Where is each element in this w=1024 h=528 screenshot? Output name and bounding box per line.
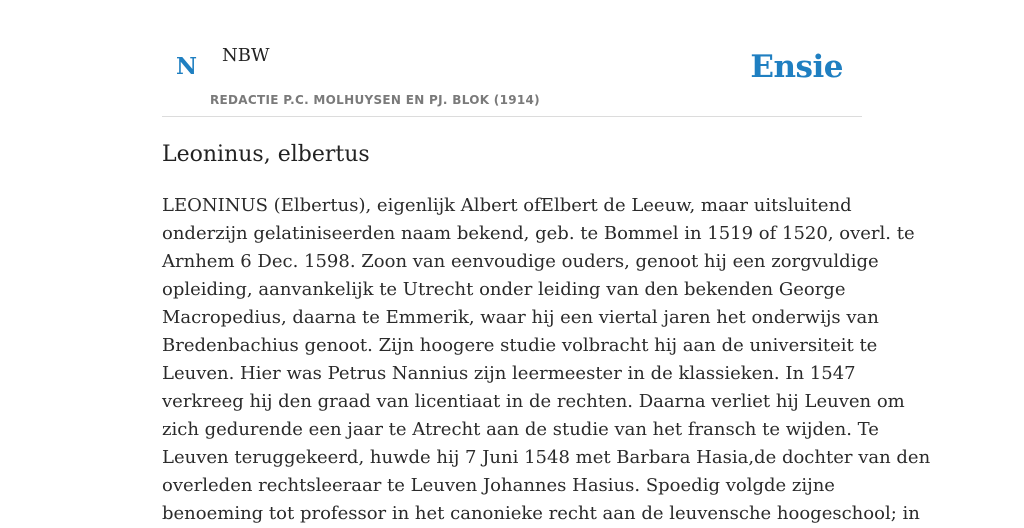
header [162, 0, 862, 117]
article-title: Leoninus, elbertus [162, 142, 370, 167]
source-title[interactable]: NBW [222, 45, 270, 66]
source-logo[interactable]: N [176, 53, 198, 80]
body-line: Bredenbachius genoot. Zijn hoogere studie volbracht hij aan de universiteit te [162, 335, 878, 356]
source-subtitle: REDACTIE P.C. MOLHUYSEN EN PJ. BLOK (1914) [210, 93, 540, 107]
body-line: LEONINUS (Elbertus), eigenlijk Albert ofElbert de Leeuw, maar uitsluitend [162, 195, 852, 216]
body-line: verkreeg hij den graad van licentiaat in de rechten. Daarna verliet hij Leuven om [162, 391, 905, 412]
body-line: benoeming tot professor in het canonieke recht aan de leuvensche hoogeschool; in [162, 503, 920, 524]
body-line: Macropedius, daarna te Emmerik, waar hij een viertal jaren het onderwijs van [162, 307, 879, 328]
body-line: overleden rechtsleeraar te Leuven Johannes Hasius. Spoedig volgde zijne [162, 475, 835, 496]
body-line: onderzijn gelatiniseerden naam bekend, geb. te Bommel in 1519 of 1520, overl. te [162, 223, 915, 244]
body-line: Leuven. Hier was Petrus Nannius zijn leermeester in de klassieken. In 1547 [162, 363, 856, 384]
body-line: zich gedurende een jaar te Atrecht aan de studie van het fransch te wijden. Te [162, 419, 879, 440]
article-body [162, 192, 931, 528]
body-line: opleiding, aanvankelijk te Utrecht onder leiding van den bekenden George [162, 279, 846, 300]
body-line: Arnhem 6 Dec. 1598. Zoon van eenvoudige ouders, genoot hij een zorgvuldige [162, 251, 879, 272]
ensie-logo[interactable]: Ensie [750, 49, 843, 85]
body-line: Leuven teruggekeerd, huwde hij 7 Juni 1548 met Barbara Hasia,de dochter van den [162, 447, 931, 468]
